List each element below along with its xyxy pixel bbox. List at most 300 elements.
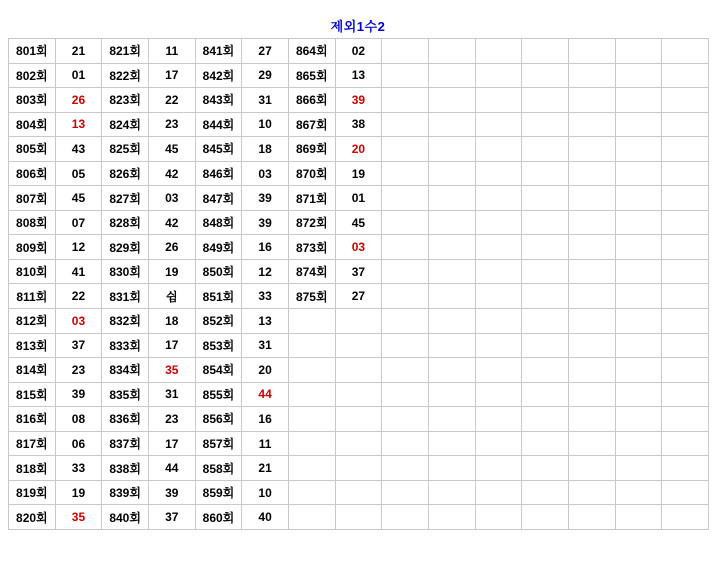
round-cell: 869회 — [288, 137, 335, 162]
empty-cell — [428, 333, 475, 358]
empty-cell — [522, 259, 569, 284]
empty-cell — [428, 161, 475, 186]
round-cell: 860회 — [195, 505, 242, 530]
round-cell: 843회 — [195, 88, 242, 113]
empty-cell — [662, 137, 709, 162]
empty-cell — [615, 210, 662, 235]
round-cell — [288, 456, 335, 481]
numbers-table-body — [9, 39, 709, 530]
empty-cell — [522, 358, 569, 383]
value-cell: 17 — [148, 431, 195, 456]
empty-cell — [522, 407, 569, 432]
empty-cell — [428, 186, 475, 211]
empty-cell — [522, 63, 569, 88]
empty-cell — [662, 382, 709, 407]
value-cell — [335, 431, 382, 456]
empty-cell — [428, 112, 475, 137]
value-cell: 02 — [335, 39, 382, 64]
empty-cell — [615, 382, 662, 407]
empty-cell — [475, 63, 522, 88]
empty-cell — [428, 505, 475, 530]
empty-cell — [382, 480, 429, 505]
round-cell — [288, 480, 335, 505]
empty-cell — [382, 407, 429, 432]
empty-cell — [662, 407, 709, 432]
table-row — [9, 210, 709, 235]
round-cell: 810회 — [9, 259, 56, 284]
round-cell: 841회 — [195, 39, 242, 64]
round-cell: 870회 — [288, 161, 335, 186]
empty-cell — [568, 480, 615, 505]
empty-cell — [382, 161, 429, 186]
round-cell: 874회 — [288, 259, 335, 284]
round-cell: 820회 — [9, 505, 56, 530]
round-cell: 873회 — [288, 235, 335, 260]
round-cell: 811회 — [9, 284, 56, 309]
empty-cell — [568, 112, 615, 137]
empty-cell — [615, 235, 662, 260]
empty-cell — [568, 161, 615, 186]
value-cell: 37 — [335, 259, 382, 284]
value-cell: 44 — [242, 382, 289, 407]
table-row — [9, 505, 709, 530]
value-cell: 37 — [148, 505, 195, 530]
empty-cell — [662, 284, 709, 309]
value-cell: 03 — [55, 309, 102, 334]
value-cell: 19 — [55, 480, 102, 505]
round-cell: 871회 — [288, 186, 335, 211]
round-cell: 866회 — [288, 88, 335, 113]
value-cell: 35 — [55, 505, 102, 530]
empty-cell — [615, 358, 662, 383]
page-title: 제외1수2 — [330, 19, 386, 34]
empty-cell — [568, 88, 615, 113]
value-cell: 01 — [335, 186, 382, 211]
value-cell: 39 — [148, 480, 195, 505]
value-cell: 01 — [55, 63, 102, 88]
table-row — [9, 284, 709, 309]
empty-cell — [615, 259, 662, 284]
value-cell: 39 — [242, 210, 289, 235]
round-cell: 826회 — [102, 161, 149, 186]
round-cell: 821회 — [102, 39, 149, 64]
empty-cell — [428, 235, 475, 260]
empty-cell — [428, 39, 475, 64]
empty-cell — [522, 480, 569, 505]
value-cell: 13 — [335, 63, 382, 88]
empty-cell — [522, 88, 569, 113]
empty-cell — [568, 456, 615, 481]
round-cell: 806회 — [9, 161, 56, 186]
empty-cell — [568, 382, 615, 407]
value-cell: 45 — [335, 210, 382, 235]
round-cell: 839회 — [102, 480, 149, 505]
empty-cell — [615, 39, 662, 64]
empty-cell — [522, 210, 569, 235]
round-cell — [288, 407, 335, 432]
empty-cell — [522, 235, 569, 260]
value-cell: 31 — [242, 88, 289, 113]
empty-cell — [475, 161, 522, 186]
round-cell: 872회 — [288, 210, 335, 235]
empty-cell — [475, 480, 522, 505]
empty-cell — [568, 235, 615, 260]
empty-cell — [382, 309, 429, 334]
empty-cell — [662, 235, 709, 260]
empty-cell — [522, 186, 569, 211]
value-cell — [335, 505, 382, 530]
table-row — [9, 480, 709, 505]
empty-cell — [662, 88, 709, 113]
value-cell: 33 — [55, 456, 102, 481]
empty-cell — [615, 284, 662, 309]
empty-cell — [615, 112, 662, 137]
round-cell: 840회 — [102, 505, 149, 530]
round-cell: 856회 — [195, 407, 242, 432]
round-cell: 867회 — [288, 112, 335, 137]
round-cell — [288, 382, 335, 407]
round-cell — [288, 431, 335, 456]
empty-cell — [615, 407, 662, 432]
empty-cell — [615, 309, 662, 334]
value-cell — [335, 407, 382, 432]
value-cell: 42 — [148, 210, 195, 235]
value-cell: 20 — [242, 358, 289, 383]
empty-cell — [615, 88, 662, 113]
empty-cell — [662, 63, 709, 88]
table-row — [9, 112, 709, 137]
round-cell: 849회 — [195, 235, 242, 260]
value-cell: 17 — [148, 63, 195, 88]
round-cell: 804회 — [9, 112, 56, 137]
round-cell: 859회 — [195, 480, 242, 505]
value-cell: 19 — [148, 259, 195, 284]
value-cell — [335, 358, 382, 383]
round-cell: 835회 — [102, 382, 149, 407]
value-cell — [335, 309, 382, 334]
value-cell: 13 — [55, 112, 102, 137]
value-cell: 42 — [148, 161, 195, 186]
value-cell: 29 — [242, 63, 289, 88]
round-cell: 834회 — [102, 358, 149, 383]
empty-cell — [568, 284, 615, 309]
round-cell: 832회 — [102, 309, 149, 334]
table-row — [9, 88, 709, 113]
empty-cell — [662, 431, 709, 456]
round-cell: 802회 — [9, 63, 56, 88]
value-cell: 21 — [55, 39, 102, 64]
value-cell: 16 — [242, 407, 289, 432]
empty-cell — [662, 309, 709, 334]
empty-cell — [662, 259, 709, 284]
empty-cell — [382, 39, 429, 64]
empty-cell — [475, 333, 522, 358]
value-cell: 31 — [148, 382, 195, 407]
round-cell: 852회 — [195, 309, 242, 334]
empty-cell — [615, 456, 662, 481]
value-cell — [335, 382, 382, 407]
empty-cell — [662, 480, 709, 505]
round-cell: 858회 — [195, 456, 242, 481]
empty-cell — [522, 456, 569, 481]
value-cell: 23 — [55, 358, 102, 383]
value-cell: 12 — [55, 235, 102, 260]
empty-cell — [522, 161, 569, 186]
empty-cell — [568, 259, 615, 284]
round-cell: 808회 — [9, 210, 56, 235]
round-cell: 850회 — [195, 259, 242, 284]
empty-cell — [522, 505, 569, 530]
round-cell: 838회 — [102, 456, 149, 481]
value-cell: 07 — [55, 210, 102, 235]
round-cell: 818회 — [9, 456, 56, 481]
empty-cell — [568, 39, 615, 64]
round-cell: 812회 — [9, 309, 56, 334]
empty-cell — [382, 88, 429, 113]
empty-cell — [382, 112, 429, 137]
empty-cell — [428, 407, 475, 432]
round-cell — [288, 358, 335, 383]
empty-cell — [428, 382, 475, 407]
empty-cell — [382, 358, 429, 383]
empty-cell — [522, 39, 569, 64]
round-cell — [288, 333, 335, 358]
round-cell: 823회 — [102, 88, 149, 113]
empty-cell — [615, 431, 662, 456]
empty-cell — [475, 382, 522, 407]
empty-cell — [382, 210, 429, 235]
empty-cell — [475, 137, 522, 162]
value-cell: 22 — [55, 284, 102, 309]
empty-cell — [615, 161, 662, 186]
value-cell: 26 — [148, 235, 195, 260]
value-cell: 27 — [242, 39, 289, 64]
value-cell — [335, 333, 382, 358]
empty-cell — [568, 333, 615, 358]
value-cell: 03 — [335, 235, 382, 260]
value-cell: 05 — [55, 161, 102, 186]
round-cell: 814회 — [9, 358, 56, 383]
empty-cell — [522, 284, 569, 309]
round-cell: 864회 — [288, 39, 335, 64]
round-cell: 865회 — [288, 63, 335, 88]
empty-cell — [615, 480, 662, 505]
round-cell: 824회 — [102, 112, 149, 137]
empty-cell — [475, 456, 522, 481]
empty-cell — [382, 259, 429, 284]
empty-cell — [615, 505, 662, 530]
empty-cell — [568, 309, 615, 334]
empty-cell — [662, 112, 709, 137]
value-cell: 27 — [335, 284, 382, 309]
value-cell: 37 — [55, 333, 102, 358]
empty-cell — [568, 505, 615, 530]
empty-cell — [662, 456, 709, 481]
empty-cell — [475, 210, 522, 235]
empty-cell — [475, 112, 522, 137]
empty-cell — [475, 309, 522, 334]
value-cell: 10 — [242, 480, 289, 505]
empty-cell — [382, 63, 429, 88]
value-cell: 39 — [55, 382, 102, 407]
empty-cell — [475, 358, 522, 383]
empty-cell — [428, 456, 475, 481]
empty-cell — [568, 137, 615, 162]
value-cell: 45 — [55, 186, 102, 211]
round-cell: 855회 — [195, 382, 242, 407]
value-cell: 19 — [335, 161, 382, 186]
empty-cell — [568, 431, 615, 456]
empty-cell — [475, 505, 522, 530]
empty-cell — [662, 358, 709, 383]
value-cell: 43 — [55, 137, 102, 162]
table-row — [9, 456, 709, 481]
value-cell: 12 — [242, 259, 289, 284]
empty-cell — [428, 431, 475, 456]
round-cell: 822회 — [102, 63, 149, 88]
value-cell: 쉼 — [148, 284, 195, 309]
value-cell — [335, 480, 382, 505]
empty-cell — [428, 210, 475, 235]
empty-cell — [428, 284, 475, 309]
numbers-table — [8, 38, 709, 530]
table-row — [9, 235, 709, 260]
empty-cell — [662, 333, 709, 358]
value-cell: 26 — [55, 88, 102, 113]
empty-cell — [662, 161, 709, 186]
value-cell: 17 — [148, 333, 195, 358]
value-cell: 18 — [148, 309, 195, 334]
value-cell: 44 — [148, 456, 195, 481]
empty-cell — [382, 382, 429, 407]
empty-cell — [568, 407, 615, 432]
value-cell: 23 — [148, 407, 195, 432]
empty-cell — [475, 259, 522, 284]
round-cell: 827회 — [102, 186, 149, 211]
value-cell: 33 — [242, 284, 289, 309]
round-cell: 851회 — [195, 284, 242, 309]
round-cell — [288, 309, 335, 334]
empty-cell — [522, 333, 569, 358]
empty-cell — [382, 284, 429, 309]
value-cell: 35 — [148, 358, 195, 383]
round-cell: 847회 — [195, 186, 242, 211]
round-cell: 829회 — [102, 235, 149, 260]
round-cell: 837회 — [102, 431, 149, 456]
empty-cell — [475, 186, 522, 211]
empty-cell — [662, 210, 709, 235]
empty-cell — [615, 63, 662, 88]
value-cell: 11 — [148, 39, 195, 64]
value-cell: 41 — [55, 259, 102, 284]
round-cell: 831회 — [102, 284, 149, 309]
value-cell: 39 — [335, 88, 382, 113]
empty-cell — [428, 63, 475, 88]
table-row — [9, 161, 709, 186]
value-cell: 11 — [242, 431, 289, 456]
value-cell: 03 — [148, 186, 195, 211]
table-row — [9, 63, 709, 88]
empty-cell — [568, 186, 615, 211]
value-cell: 40 — [242, 505, 289, 530]
round-cell: 807회 — [9, 186, 56, 211]
value-cell: 39 — [242, 186, 289, 211]
value-cell: 31 — [242, 333, 289, 358]
round-cell: 817회 — [9, 431, 56, 456]
empty-cell — [475, 431, 522, 456]
empty-cell — [522, 431, 569, 456]
round-cell — [288, 505, 335, 530]
value-cell: 18 — [242, 137, 289, 162]
round-cell: 809회 — [9, 235, 56, 260]
empty-cell — [615, 186, 662, 211]
empty-cell — [615, 137, 662, 162]
empty-cell — [382, 235, 429, 260]
round-cell: 848회 — [195, 210, 242, 235]
value-cell — [335, 456, 382, 481]
round-cell: 825회 — [102, 137, 149, 162]
value-cell: 21 — [242, 456, 289, 481]
empty-cell — [428, 309, 475, 334]
empty-cell — [475, 235, 522, 260]
value-cell: 08 — [55, 407, 102, 432]
round-cell: 816회 — [9, 407, 56, 432]
round-cell: 833회 — [102, 333, 149, 358]
round-cell: 819회 — [9, 480, 56, 505]
round-cell: 842회 — [195, 63, 242, 88]
empty-cell — [475, 88, 522, 113]
table-row — [9, 137, 709, 162]
empty-cell — [428, 358, 475, 383]
table-row — [9, 39, 709, 64]
table-row — [9, 333, 709, 358]
value-cell: 10 — [242, 112, 289, 137]
round-cell: 844회 — [195, 112, 242, 137]
empty-cell — [475, 39, 522, 64]
empty-cell — [662, 39, 709, 64]
empty-cell — [615, 333, 662, 358]
empty-cell — [428, 259, 475, 284]
value-cell: 22 — [148, 88, 195, 113]
empty-cell — [428, 480, 475, 505]
round-cell: 803회 — [9, 88, 56, 113]
round-cell: 801회 — [9, 39, 56, 64]
table-row — [9, 382, 709, 407]
empty-cell — [382, 456, 429, 481]
empty-cell — [382, 137, 429, 162]
empty-cell — [568, 358, 615, 383]
table-row — [9, 431, 709, 456]
table-row — [9, 407, 709, 432]
empty-cell — [522, 309, 569, 334]
value-cell: 06 — [55, 431, 102, 456]
empty-cell — [522, 112, 569, 137]
value-cell: 16 — [242, 235, 289, 260]
round-cell: 830회 — [102, 259, 149, 284]
round-cell: 805회 — [9, 137, 56, 162]
value-cell: 23 — [148, 112, 195, 137]
round-cell: 875회 — [288, 284, 335, 309]
empty-cell — [662, 186, 709, 211]
value-cell: 45 — [148, 137, 195, 162]
round-cell: 836회 — [102, 407, 149, 432]
empty-cell — [475, 407, 522, 432]
table-row — [9, 259, 709, 284]
empty-cell — [568, 210, 615, 235]
round-cell: 853회 — [195, 333, 242, 358]
round-cell: 857회 — [195, 431, 242, 456]
round-cell: 846회 — [195, 161, 242, 186]
